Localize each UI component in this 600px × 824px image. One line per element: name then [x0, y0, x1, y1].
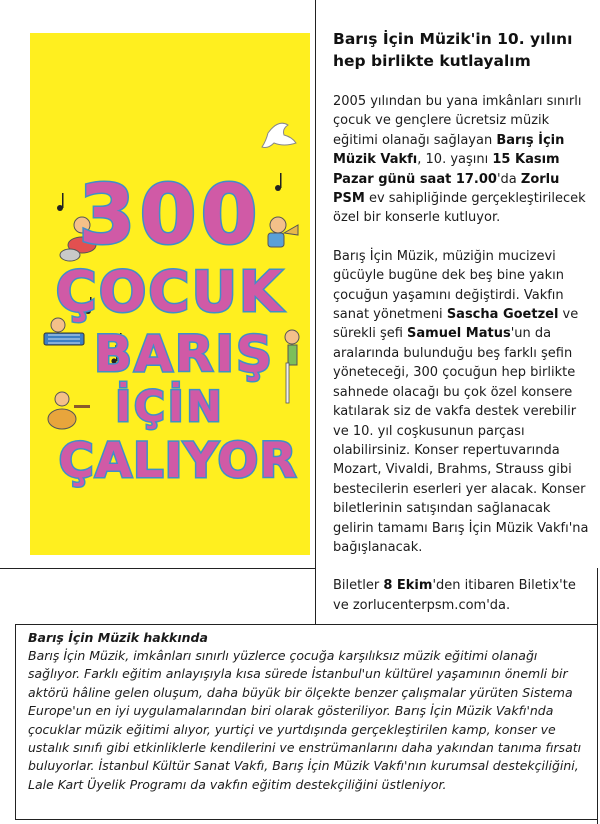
paragraph-intro	[333, 92, 595, 228]
about-section	[28, 629, 588, 794]
poster-line-baris: BARIŞ	[94, 325, 274, 383]
poster-line-icin: İÇİN	[115, 382, 225, 431]
ticket-sale-date: 8 Ekim	[383, 578, 433, 594]
venue-name: Zorlu PSM	[333, 171, 560, 207]
article-column	[333, 28, 595, 615]
intro-text-4: ev sahipliğinde gerçekleştirilecek özel bir konserle kutluyor.	[333, 191, 586, 226]
details-text-3: 'un da aralarında bulunduğu beş farklı şefin yöneteceği, 300 çocuğun hep birlikte sahnede olacağı bu çok özel konsere katılarak siz de vakfa destek verebilir ve 10. yıl coşkusunun parçası olabilirsiniz. Konser repertuvarında Mozart, Vivaldi, Brahms, Strauss gibi bestecilerin eserleri yer alacak. Konser biletlerinin satışından sağlanacak gelirin tamamı Barış İçin Müzik Vakfı'na bağışlanacak.	[333, 326, 589, 555]
trumpet-child-icon	[268, 217, 298, 247]
details-text: Barış İçin Müzik, müziğin mucizevi gücüyle bugüne dek beş bine yakın çocuğun yaşamını değiştirdi. Vakfın sanat yönetmeni	[333, 248, 565, 323]
poster-bottom-rule	[0, 568, 315, 569]
guitar-child-icon	[48, 392, 90, 429]
conductor-name: Samuel Matus	[407, 326, 511, 342]
concert-poster	[30, 33, 310, 555]
tickets-text-2: 'den itibaren Biletix'te ve zorlucenterpsm.com'da.	[333, 578, 576, 613]
intro-text-2: , 10. yaşını	[417, 152, 493, 168]
article-title: Barış İçin Müzik'in 10. yılını hep birlikte kutlayalım	[333, 30, 573, 70]
poster-line-caliyor: ÇALIYOR	[58, 433, 298, 489]
paragraph-tickets	[333, 576, 595, 615]
flute-child-icon	[285, 330, 299, 403]
about-body: Barış İçin Müzik, imkânları sınırlı yüzlerce çocuğa karşılıksız müzik eğitimi olanağı sağlıyor. Farklı eğitim anlayışıyla kısa sürede İstanbul'un kültürel yaşamının önemli bir aktörü hâline gelen oluşum, daha büyük bir ölçekte benzer çalışmalar yürüten Sistema Europe'un en iyi uygulamalarından biri olarak gösteriliyor. Barış İçin Müzik Vakfı'nda çocuklar müzik eğitimi alıyor, yurtiçi ve yurtdışında gerçekleştirilen kamp, konser ve ustalık sınıfı gibi etkinliklerle kendilerini ve enstrümanlarını daha yakından tanıma fırsatı buluyorlar. İstanbul Kültür Sanat Vakfı, Barış İçin Müzik Vakfı'nın kurumsal destekçiliğini, Lale Kart Üyelik Programı da vakfın eğitim destekçiliğini üstleniyor.	[28, 648, 582, 792]
poster-line-cocuk: ÇOCUK	[55, 260, 285, 325]
foundation-name: Barış İçin Müzik Vakfı	[333, 132, 565, 168]
about-heading: Barış İçin Müzik hakkında	[28, 630, 208, 645]
concert-date: 15 Kasım Pazar günü saat 17.00	[333, 152, 560, 187]
paragraph-details	[333, 247, 595, 558]
column-divider	[315, 0, 316, 624]
dove-icon	[262, 123, 296, 147]
intro-text: 2005 yılından bu yana imkânları sınırlı çocuk ve gençlere ücretsiz müzik eğitimi olanağı sağlayan	[333, 94, 582, 148]
intro-text-3: 'da	[496, 171, 521, 187]
poster-line-300: 300	[78, 168, 262, 263]
details-text-2: ve sürekli şefi	[333, 307, 579, 342]
tickets-text: Biletler	[333, 578, 384, 594]
artistic-director-name: Sascha Goetzel	[446, 307, 559, 323]
poster-illustration	[30, 33, 310, 555]
